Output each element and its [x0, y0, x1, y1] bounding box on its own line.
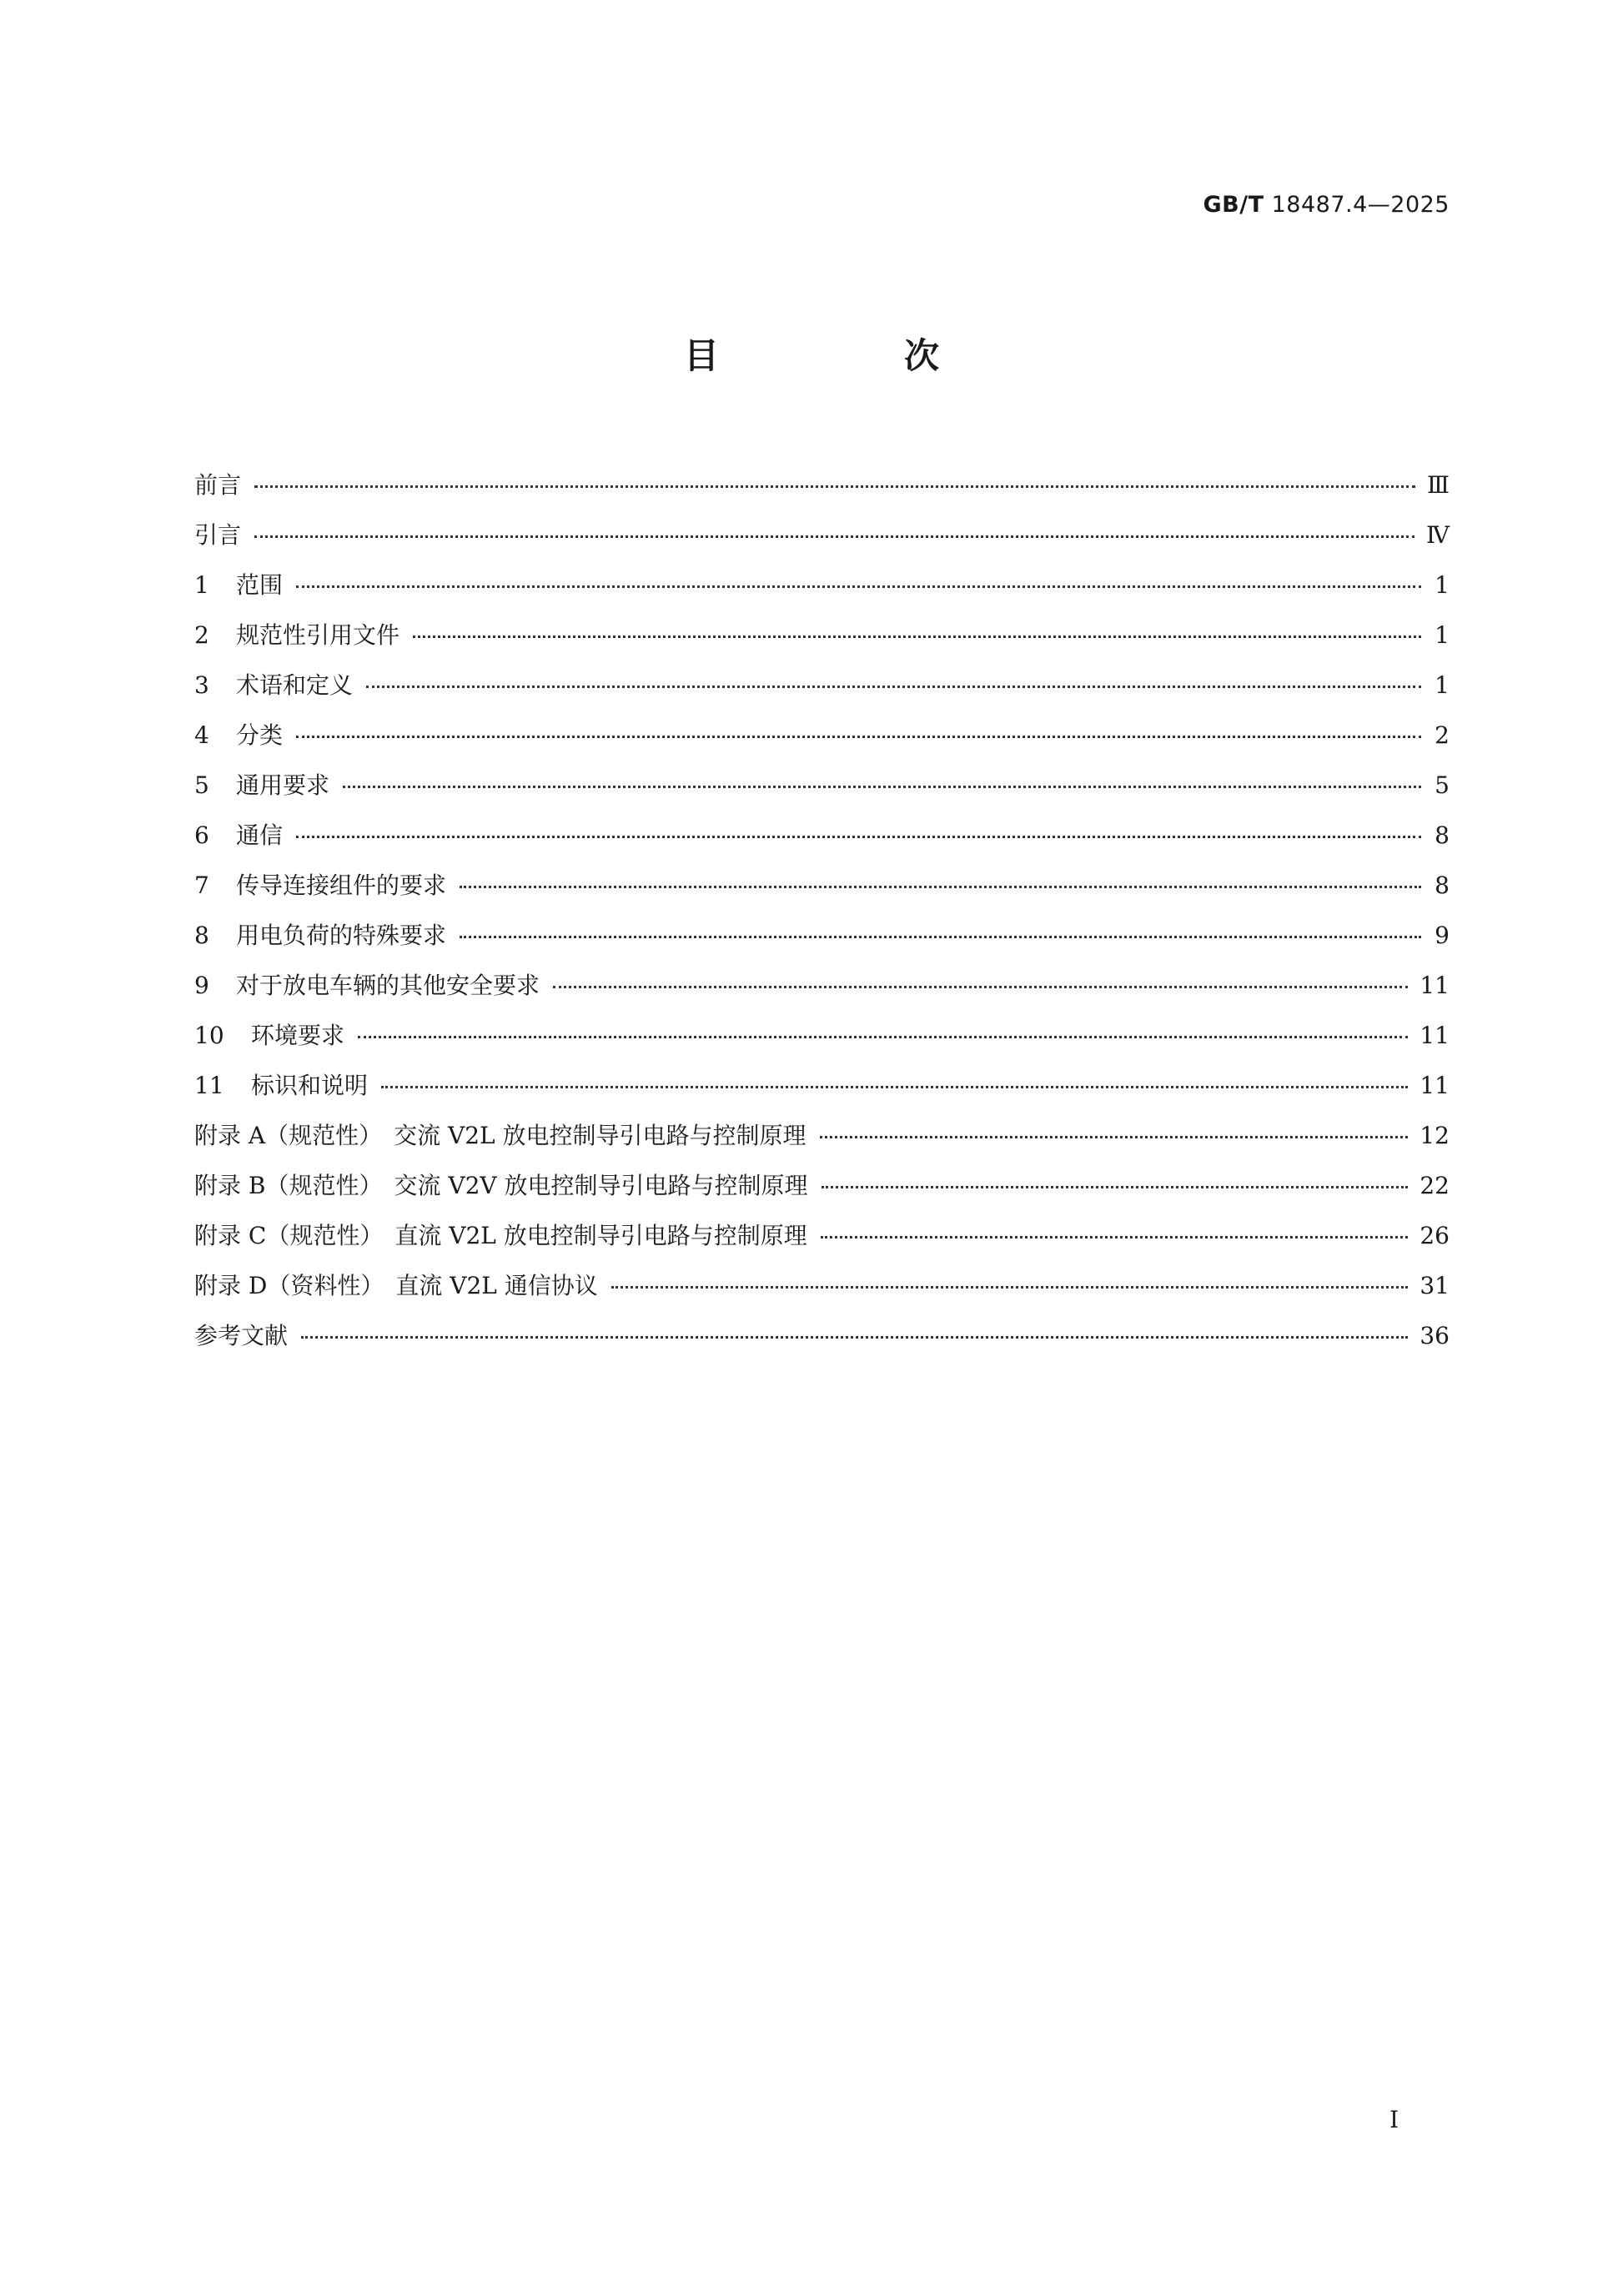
- toc-entry-label: 前言: [194, 471, 242, 499]
- toc-leader-dots: [301, 1336, 1408, 1339]
- toc-entry-label: 引言: [194, 521, 242, 549]
- toc-entry-number: 8: [194, 922, 209, 949]
- toc-entry-page: 36: [1419, 1322, 1450, 1349]
- toc-entry-page: 1: [1435, 621, 1450, 649]
- toc-entry-label: 范围: [236, 571, 284, 599]
- toc-entry-page: Ⅳ: [1426, 521, 1450, 549]
- toc-entry-bibliography[interactable]: [194, 1311, 1450, 1361]
- toc-leader-dots: [296, 585, 1421, 588]
- toc-entry-number: 4: [194, 721, 209, 749]
- toc-entry-marking[interactable]: [194, 1061, 1450, 1111]
- toc-leader-dots: [366, 686, 1421, 688]
- toc-entry-environment[interactable]: [194, 1011, 1450, 1061]
- toc-leader-dots: [254, 535, 1414, 538]
- toc-leader-dots: [820, 1136, 1409, 1138]
- toc-entry-label: 术语和定义: [236, 671, 354, 699]
- toc-entry-number: 3: [194, 671, 209, 699]
- toc-entry-number: 10: [194, 1022, 224, 1049]
- toc-entry-label: 参考文献: [194, 1322, 289, 1349]
- toc-entry-general-requirements[interactable]: [194, 761, 1450, 811]
- toc-entry-label: 规范性引用文件: [236, 621, 400, 649]
- toc-entry-label: 附录 C（规范性） 直流 V2L 放电控制导引电路与控制原理: [194, 1222, 807, 1249]
- toc-entry-page: 5: [1435, 771, 1450, 799]
- toc-entry-load-requirements[interactable]: [194, 911, 1450, 961]
- standard-number: [1203, 192, 1450, 218]
- toc-leader-dots: [381, 1086, 1408, 1088]
- toc-entry-label: 分类: [236, 721, 284, 749]
- toc-entry-page: 1: [1435, 671, 1450, 699]
- toc-entry-number: 9: [194, 972, 209, 999]
- toc-entry-communication[interactable]: [194, 811, 1450, 861]
- toc-entry-label: 对于放电车辆的其他安全要求: [236, 972, 540, 999]
- standard-prefix: GB/T: [1203, 192, 1264, 218]
- toc-entry-page: 2: [1435, 721, 1450, 749]
- toc-entry-page: 11: [1419, 972, 1450, 999]
- toc-leader-dots: [254, 485, 1415, 488]
- toc-leader-dots: [460, 936, 1421, 938]
- toc-entry-classification[interactable]: [194, 711, 1450, 761]
- toc-entry-vehicle-safety[interactable]: [194, 961, 1450, 1011]
- toc-entry-label: 通用要求: [236, 771, 330, 799]
- toc-entry-annex-a[interactable]: [194, 1111, 1450, 1161]
- toc-entry-page: 26: [1419, 1222, 1450, 1249]
- toc-entry-number: 6: [194, 821, 209, 849]
- toc-leader-dots: [822, 1186, 1409, 1188]
- toc-entry-annex-d[interactable]: [194, 1261, 1450, 1311]
- toc-entry-annex-c[interactable]: [194, 1211, 1450, 1261]
- toc-leader-dots: [553, 986, 1408, 988]
- toc-entry-label: 标识和说明: [251, 1072, 369, 1099]
- toc-entry-page: 9: [1435, 922, 1450, 949]
- toc-entry-number: 11: [194, 1072, 224, 1099]
- toc-entry-label: 附录 A（规范性） 交流 V2L 放电控制导引电路与控制原理: [194, 1122, 806, 1149]
- toc-entry-page: 12: [1419, 1122, 1450, 1149]
- toc-entry-label: 环境要求: [251, 1022, 345, 1049]
- toc-entry-page: 8: [1435, 821, 1450, 849]
- toc-leader-dots: [343, 786, 1421, 788]
- toc-leader-dots: [358, 1036, 1408, 1038]
- toc-entry-page: 11: [1419, 1022, 1450, 1049]
- toc-entry-label: 用电负荷的特殊要求: [236, 922, 447, 949]
- toc-entry-terms-definitions[interactable]: [194, 661, 1450, 711]
- toc-entry-number: 7: [194, 872, 209, 899]
- toc-entry-label: 附录 B（规范性） 交流 V2V 放电控制导引电路与控制原理: [194, 1172, 808, 1199]
- toc-entry-page: 11: [1419, 1072, 1450, 1099]
- toc-entry-annex-b[interactable]: [194, 1161, 1450, 1211]
- toc-leader-dots: [611, 1286, 1409, 1289]
- toc-entry-scope[interactable]: [194, 560, 1450, 610]
- page-title: 目 次: [683, 335, 1014, 376]
- toc-entry-number: 2: [194, 621, 209, 649]
- toc-entry-number: 5: [194, 771, 209, 799]
- toc-entry-label: 传导连接组件的要求: [236, 872, 447, 899]
- toc-entry-page: 22: [1419, 1172, 1450, 1199]
- toc-entry-number: 1: [194, 571, 209, 599]
- toc-entry-introduction[interactable]: [194, 510, 1450, 560]
- toc-entry-page: 1: [1435, 571, 1450, 599]
- toc-entry-conductive-connection[interactable]: [194, 861, 1450, 911]
- toc-entry-normative-references[interactable]: [194, 610, 1450, 661]
- toc-leader-dots: [821, 1236, 1409, 1238]
- toc-entry-page: 31: [1419, 1272, 1450, 1299]
- toc-leader-dots: [296, 836, 1421, 838]
- page-number: Ⅰ: [1389, 2106, 1399, 2133]
- toc-leader-dots: [460, 886, 1421, 888]
- toc-entry-label: 通信: [236, 821, 284, 849]
- toc-leader-dots: [413, 636, 1421, 638]
- toc-leader-dots: [296, 736, 1421, 738]
- standard-code: 18487.4—2025: [1271, 192, 1450, 218]
- toc-entry-foreword[interactable]: [194, 460, 1450, 510]
- table-of-contents: [194, 460, 1450, 1361]
- toc-entry-label: 附录 D（资料性） 直流 V2L 通信协议: [194, 1272, 598, 1299]
- toc-entry-page: 8: [1435, 872, 1450, 899]
- toc-entry-page: Ⅲ: [1426, 471, 1450, 499]
